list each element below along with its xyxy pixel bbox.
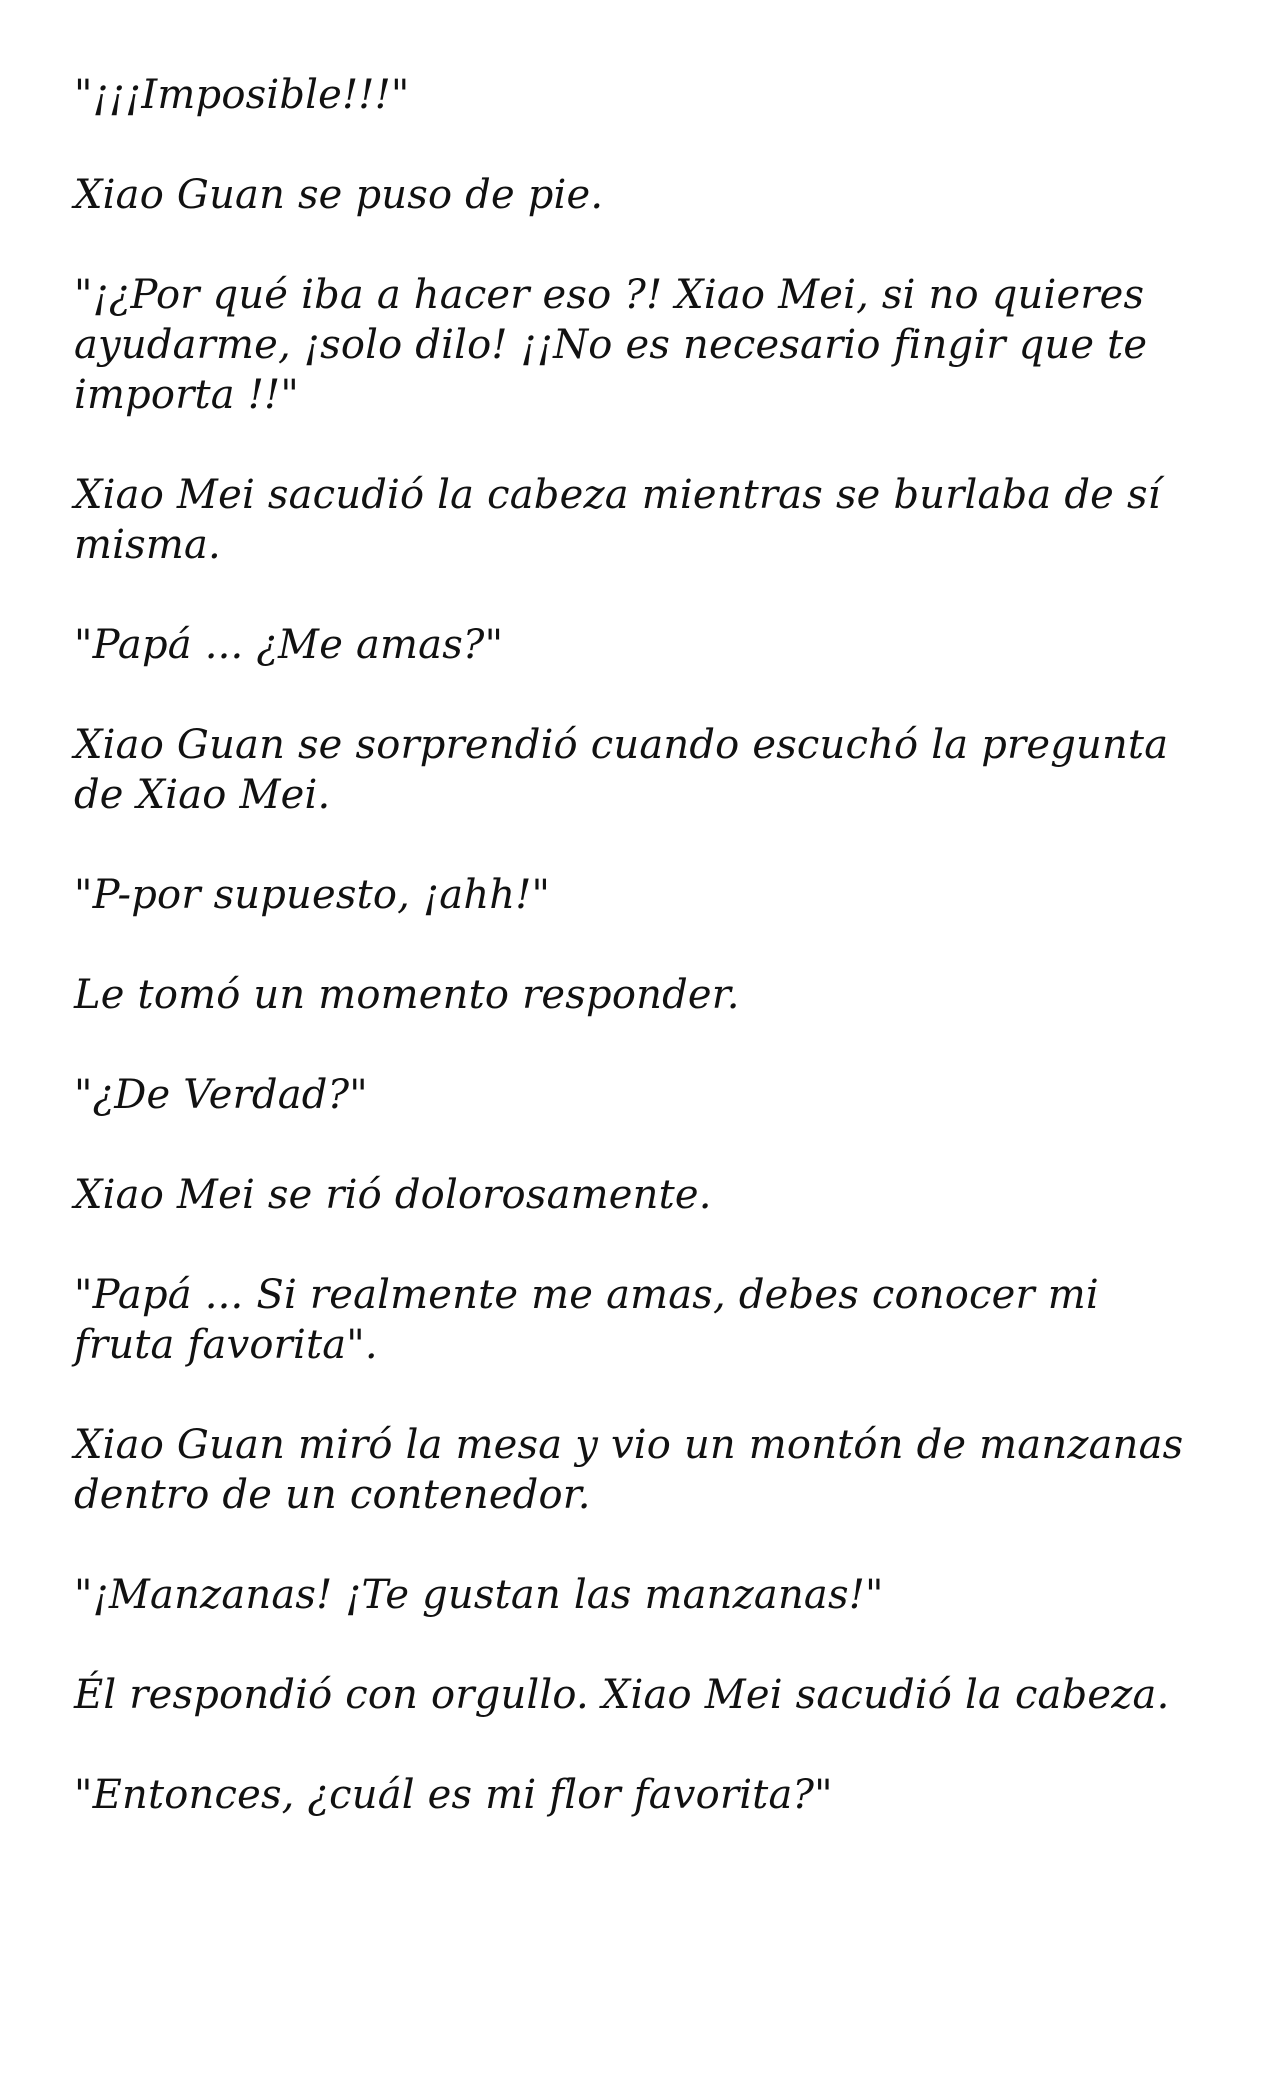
paragraph: Xiao Guan se puso de pie. (74, 172, 604, 218)
paragraph: "¡¿Por qué iba a hacer eso ?! Xiao Mei, si no quieres ayudarme, ¡solo dilo! ¡¡No es necesario fingir que te importa !!" (74, 272, 1148, 418)
paragraph: "Papá ... ¿Me amas?" (74, 622, 504, 668)
paragraph: Xiao Guan se sorprendió cuando escuchó la pregunta de Xiao Mei. (74, 722, 1169, 818)
paragraph: "Entonces, ¿cuál es mi flor favorita?" (74, 1772, 833, 1818)
paragraph: "¡Manzanas! ¡Te gustan las manzanas!" (74, 1572, 884, 1618)
paragraph: "P-por supuesto, ¡ahh!" (74, 872, 551, 918)
paragraph: "¿De Verdad?" (74, 1072, 368, 1118)
paragraph: Él respondió con orgullo. Xiao Mei sacudió la cabeza. (74, 1672, 1170, 1718)
paragraph: Xiao Mei se rió dolorosamente. (74, 1172, 712, 1218)
paragraph: "¡¡¡Imposible!!!" (74, 72, 410, 118)
paragraph: Xiao Guan miró la mesa y vio un montón de manzanas dentro de un contenedor. (74, 1422, 1184, 1518)
paragraph: Le tomó un momento responder. (74, 972, 740, 1018)
paragraph: "Papá ... Si realmente me amas, debes conocer mi fruta favorita". (74, 1272, 1099, 1368)
paragraph: Xiao Mei sacudió la cabeza mientras se burlaba de sí misma. (74, 472, 1161, 568)
